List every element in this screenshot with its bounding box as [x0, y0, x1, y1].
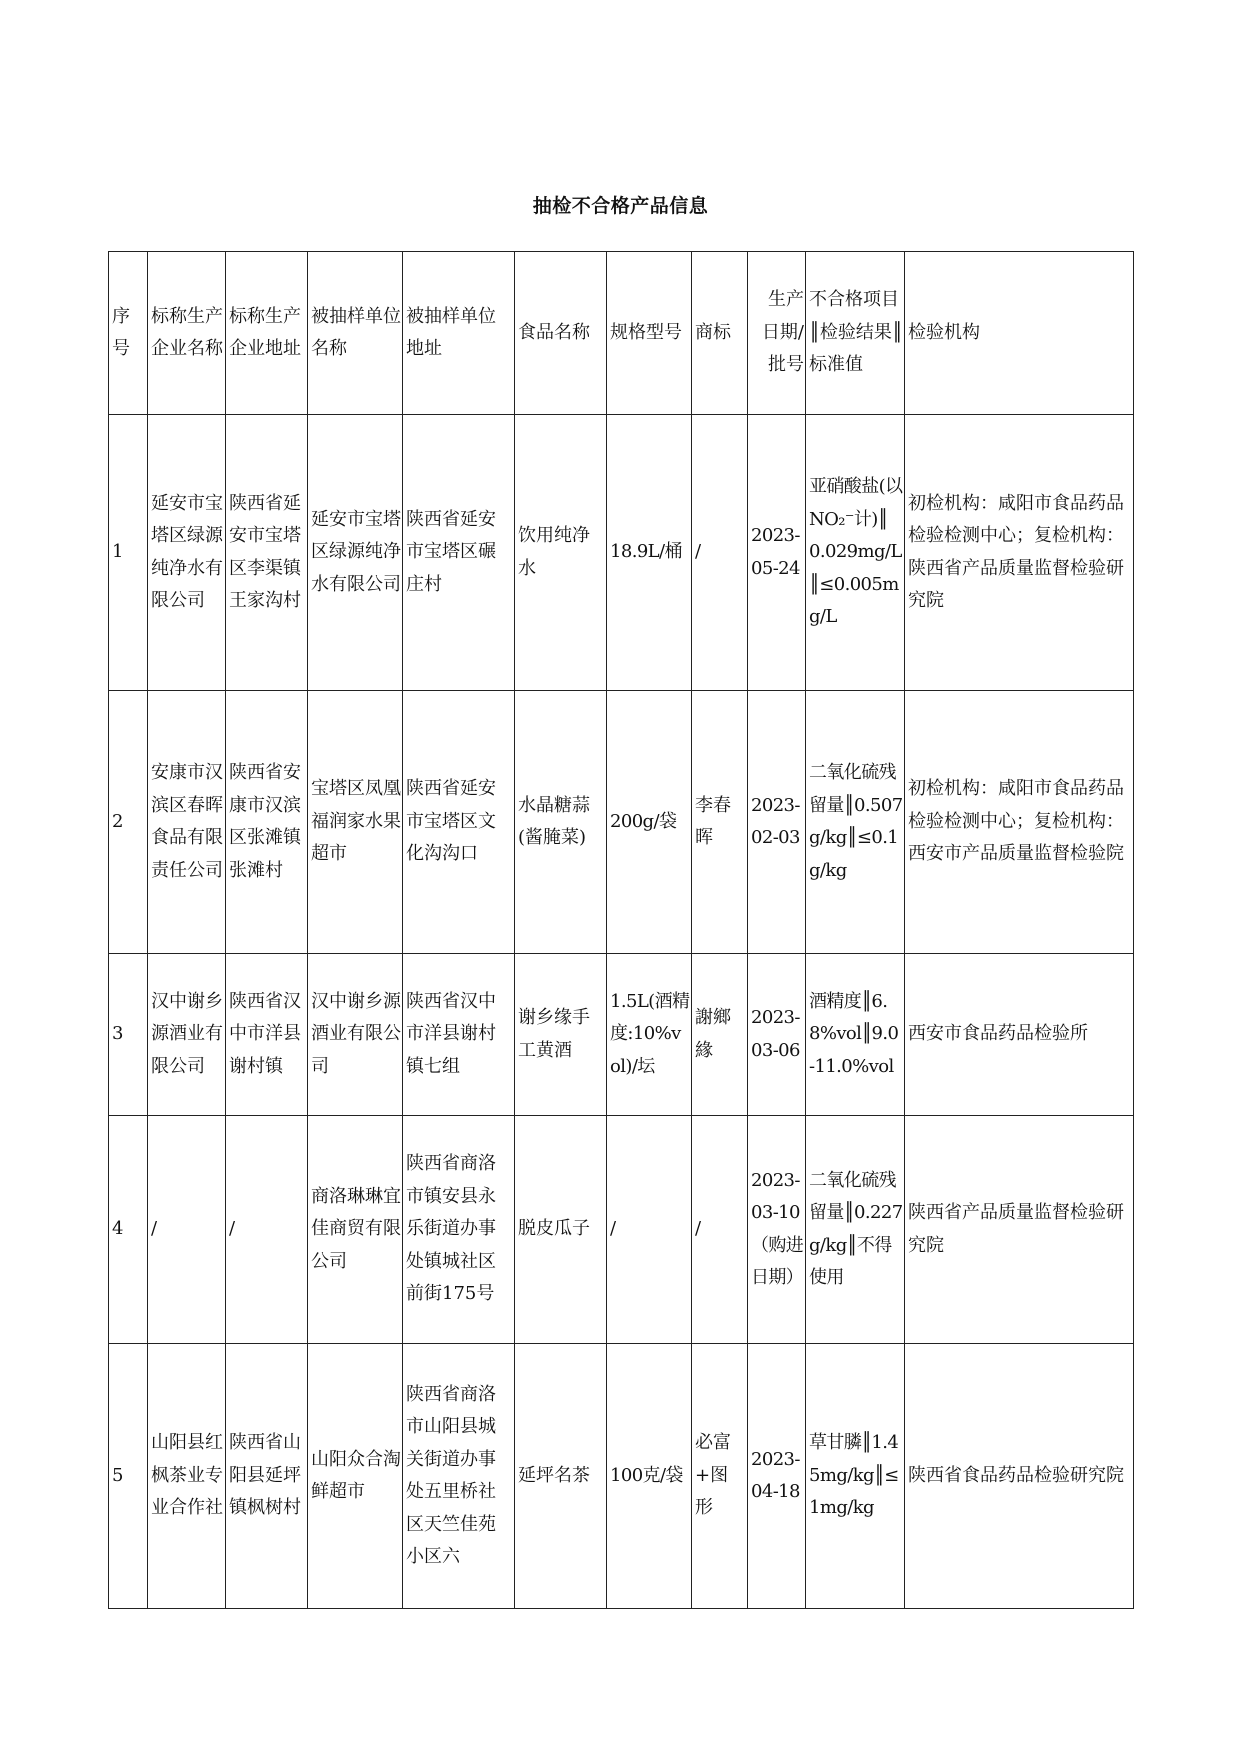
header-production-date: 生产日期/批号 — [748, 252, 806, 415]
row-no: 5 — [109, 1344, 148, 1609]
row-manufacturer: 安康市汉滨区春晖食品有限责任公司 — [148, 691, 226, 954]
header-brand: 商标 — [692, 252, 748, 415]
row-sampled-address: 陕西省延安市宝塔区碾庄村 — [403, 415, 515, 691]
row-food-name: 水晶糖蒜(酱腌菜) — [515, 691, 607, 954]
header-no: 序号 — [109, 252, 148, 415]
table-header-row — [109, 252, 1134, 415]
row-food-name: 饮用纯净水 — [515, 415, 607, 691]
row-no: 3 — [109, 954, 148, 1116]
row-inspection-org: 西安市食品药品检验所 — [905, 954, 1134, 1116]
row-sampled-address: 陕西省汉中市洋县谢村镇七组 — [403, 954, 515, 1116]
row-sampled-unit: 延安市宝塔区绿源纯净水有限公司 — [308, 415, 403, 691]
row-manufacturer: / — [148, 1116, 226, 1344]
header-manufacturer: 标称生产企业名称 — [148, 252, 226, 415]
row-manufacturer-address: 陕西省延安市宝塔区李渠镇王家沟村 — [226, 415, 308, 691]
row-production-date: 2023-02-03 — [748, 691, 806, 954]
row-production-date: 2023-04-18 — [748, 1344, 806, 1609]
table-row — [109, 691, 1134, 954]
row-inspection-org: 陕西省产品质量监督检验研究院 — [905, 1116, 1134, 1344]
row-manufacturer: 延安市宝塔区绿源纯净水有限公司 — [148, 415, 226, 691]
row-failed-item: 草甘膦║1.45mg/kg║≤1mg/kg — [806, 1344, 905, 1609]
row-sampled-address: 陕西省商洛市山阳县城关街道办事处五里桥社区天竺佳苑小区六 — [403, 1344, 515, 1609]
header-sampled-address: 被抽样单位地址 — [403, 252, 515, 415]
row-food-name: 脱皮瓜子 — [515, 1116, 607, 1344]
table-row — [109, 954, 1134, 1116]
row-sampled-address: 陕西省商洛市镇安县永乐街道办事处镇城社区前街175号 — [403, 1116, 515, 1344]
header-manufacturer-address: 标称生产企业地址 — [226, 252, 308, 415]
row-spec: 18.9L/桶 — [607, 415, 692, 691]
row-sampled-address: 陕西省延安市宝塔区文化沟沟口 — [403, 691, 515, 954]
header-failed-item: 不合格项目║检验结果║标准值 — [806, 252, 905, 415]
row-brand: / — [692, 415, 748, 691]
row-brand: / — [692, 1116, 748, 1344]
row-manufacturer-address: / — [226, 1116, 308, 1344]
header-inspection-org: 检验机构 — [905, 252, 1134, 415]
row-no: 4 — [109, 1116, 148, 1344]
row-failed-item: 二氧化硫残留量║0.507g/kg║≤0.1g/kg — [806, 691, 905, 954]
row-brand: 謝鄉緣 — [692, 954, 748, 1116]
row-spec: / — [607, 1116, 692, 1344]
row-sampled-unit: 商洛琳琳宜佳商贸有限公司 — [308, 1116, 403, 1344]
row-production-date: 2023-03-06 — [748, 954, 806, 1116]
row-no: 2 — [109, 691, 148, 954]
row-food-name: 延坪名茶 — [515, 1344, 607, 1609]
row-no: 1 — [109, 415, 148, 691]
page-title: 抽检不合格产品信息 — [532, 195, 709, 217]
row-manufacturer-address: 陕西省安康市汉滨区张滩镇张滩村 — [226, 691, 308, 954]
table-row — [109, 1116, 1134, 1344]
row-spec: 1.5L(酒精度:10%vol)/坛 — [607, 954, 692, 1116]
row-spec: 200g/袋 — [607, 691, 692, 954]
row-production-date: 2023-03-10（购进日期） — [748, 1116, 806, 1344]
row-failed-item: 亚硝酸盐(以NO₂⁻计)║0.029mg/L║≤0.005mg/L — [806, 415, 905, 691]
row-production-date: 2023-05-24 — [748, 415, 806, 691]
table-row — [109, 1344, 1134, 1609]
row-sampled-unit: 山阳众合淘鲜超市 — [308, 1344, 403, 1609]
row-inspection-org: 陕西省食品药品检验研究院 — [905, 1344, 1134, 1609]
row-failed-item: 二氧化硫残留量║0.227g/kg║不得使用 — [806, 1116, 905, 1344]
table-row — [109, 415, 1134, 691]
row-brand: 李春晖 — [692, 691, 748, 954]
row-manufacturer-address: 陕西省山阳县延坪镇枫树村 — [226, 1344, 308, 1609]
row-sampled-unit: 汉中谢乡源酒业有限公司 — [308, 954, 403, 1116]
row-manufacturer-address: 陕西省汉中市洋县谢村镇 — [226, 954, 308, 1116]
row-food-name: 谢乡缘手工黄酒 — [515, 954, 607, 1116]
header-food-name: 食品名称 — [515, 252, 607, 415]
row-inspection-org: 初检机构：咸阳市食品药品检验检测中心；复检机构：陕西省产品质量监督检验研究院 — [905, 415, 1134, 691]
row-manufacturer: 汉中谢乡源酒业有限公司 — [148, 954, 226, 1116]
row-inspection-org: 初检机构：咸阳市食品药品检验检测中心；复检机构：西安市产品质量监督检验院 — [905, 691, 1134, 954]
row-failed-item: 酒精度║6.8%vol║9.0-11.0%vol — [806, 954, 905, 1116]
row-brand: 必富+图形 — [692, 1344, 748, 1609]
unqualified-products-table — [108, 251, 1134, 1609]
header-sampled-unit: 被抽样单位名称 — [308, 252, 403, 415]
row-manufacturer: 山阳县红枫茶业专业合作社 — [148, 1344, 226, 1609]
row-sampled-unit: 宝塔区凤凰福润家水果超市 — [308, 691, 403, 954]
row-spec: 100克/袋 — [607, 1344, 692, 1609]
header-spec: 规格型号 — [607, 252, 692, 415]
